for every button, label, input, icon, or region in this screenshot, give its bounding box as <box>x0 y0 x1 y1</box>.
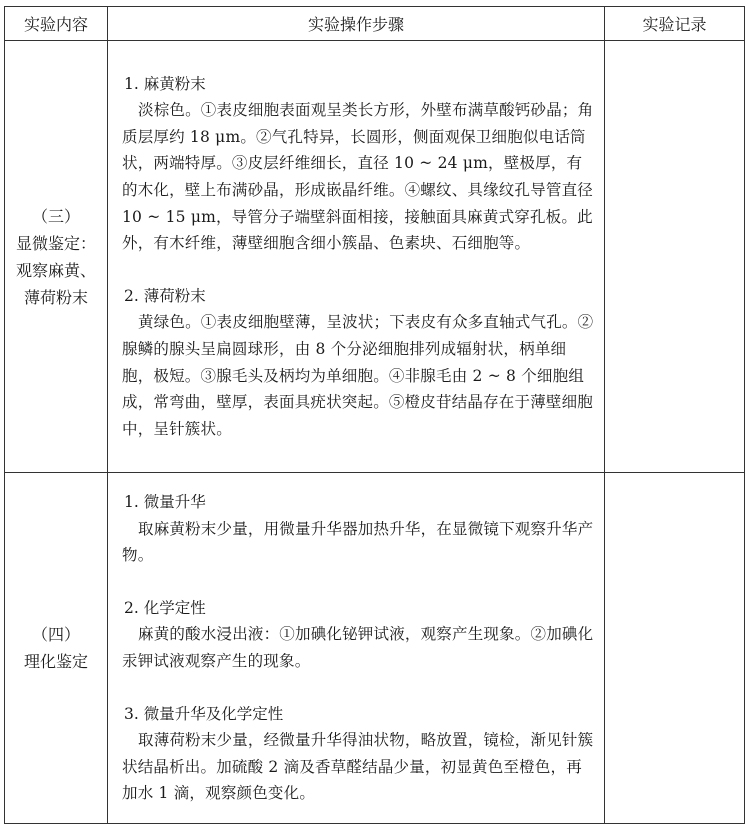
table-row <box>5 473 745 824</box>
step-title: 1. 微量升华 <box>124 493 206 512</box>
row-category <box>5 473 108 824</box>
step-body: 取麻黄粉末少量，用微量升华器加热升华，在显微镜下观察升华产物。 <box>122 519 594 565</box>
step-body: 取薄荷粉末少量，经微量升华得油状物，略放置，镜检，渐见针簇状结晶析出。加硫酸 2 滴及香草醛结晶少量，初显黄色至橙色，再加水 1 滴，观察颜色变化。 <box>122 731 594 803</box>
step-title: 2. 化学定性 <box>124 598 206 617</box>
category-line: 显微鉴定： <box>15 233 96 253</box>
row-steps <box>108 41 605 473</box>
step-body: 麻黄的酸水浸出液：①加碘化铋钾试液，观察产生现象。②加碘化汞钾试液观察产生的现象。 <box>122 625 594 670</box>
step-title: 2. 薄荷粉末 <box>124 286 206 305</box>
experiment-table <box>4 6 745 824</box>
category-line: 理化鉴定 <box>23 652 88 671</box>
category-line: （三） <box>31 206 80 226</box>
header-record: 实验记录 <box>605 7 745 41</box>
table-row <box>5 41 745 473</box>
section-gap <box>122 569 596 595</box>
header-content: 实验内容 <box>5 7 108 41</box>
header-steps: 实验操作步骤 <box>108 7 605 41</box>
category-line: 观察麻黄、 <box>15 260 96 280</box>
row-category <box>5 41 108 473</box>
category-line: （四） <box>31 625 80 644</box>
category-line: 薄荷粉末 <box>23 287 88 307</box>
step-body: 淡棕色。①表皮细胞表面观呈类长方形，外壁布满草酸钙砂晶；角质层厚约 18 μm。②气孔特异，长圆形，侧面观保卫细胞似电话筒状，两端特厚。③皮层纤维细长，直径 10 ~ 24 μm，壁极厚，有的木化，壁上布满砂晶，形成嵌晶纤维。④螺纹、具缘纹孔导管直径 10 ~ 15 μm，导管分子端壁斜面相接，接触面具麻黄式穿孔板。此外，有木纤维，薄壁细胞含细小簇晶、色素块、石细胞等。 <box>122 101 594 253</box>
header-row <box>5 7 745 41</box>
row-steps <box>108 473 605 824</box>
step-title: 3. 微量升华及化学定性 <box>124 704 284 723</box>
row-record-cell <box>605 473 745 824</box>
step-title: 1. 麻黄粉末 <box>124 74 206 93</box>
section-gap <box>122 257 596 283</box>
step-body: 黄绿色。①表皮细胞壁薄，呈波状；下表皮有众多直轴式气孔。②腺鳞的腺头呈扁圆球形，由 8 个分泌细胞排列成辐射状，柄单细胞，极短。③腺毛头及柄均为单细胞。④非腺毛由 2 ~ 8 个细胞组成，常弯曲，壁厚，表面具疣状突起。⑤橙皮苷结晶存在于薄壁细胞中，呈针簇状。 <box>122 313 594 438</box>
row-record-cell <box>605 41 745 473</box>
section-gap <box>122 675 596 701</box>
